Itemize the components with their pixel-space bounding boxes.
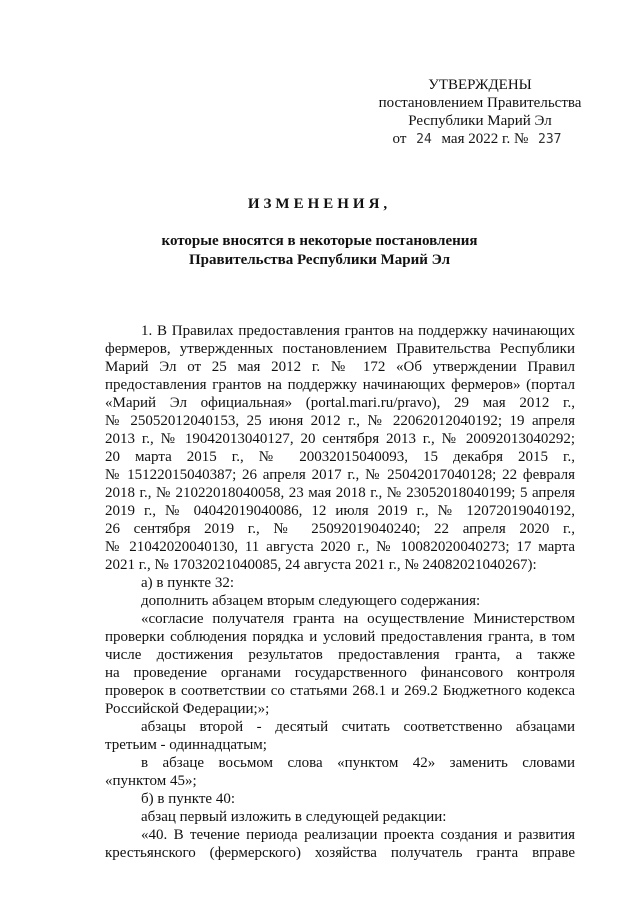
body-line: «согласие получателя гранта на осуществление Министерством <box>141 611 575 627</box>
body-line: дополнить абзацем вторым следующего содержания: <box>141 593 481 609</box>
approval-block <box>355 76 605 149</box>
body-line: «40. В течение периода реализации проекта создания и развития <box>141 827 575 843</box>
body-line: 2018 г., № 21022018040058, 23 мая 2018 г., № 23052018040199; 5 апреля <box>105 485 575 501</box>
approval-day: 24 <box>416 132 432 147</box>
body-line: абзацы второй - десятый считать соответственно абзацами <box>141 719 575 735</box>
approval-month-year: мая 2022 г. № <box>441 131 529 147</box>
body-line: б) в пункте 40: <box>141 791 235 807</box>
body-line: 2013 г., № 19042013040127, 20 сентября 2013 г., № 20092013040292; <box>105 431 575 447</box>
document-body <box>105 322 575 862</box>
approval-ot: от <box>392 131 407 147</box>
body-line: 26 сентября 2019 г., № 25092019040240; 22 апреля 2020 г., <box>105 521 575 537</box>
body-line: № 25052012040153, 25 июня 2012 г., № 22062012040192; 19 апреля <box>105 413 575 429</box>
approval-date-line <box>355 130 605 149</box>
subtitle-line-1: которые вносятся в некоторые постановления <box>161 233 478 249</box>
body-line: в абзаце восьмом слова «пунктом 42» заменить словами <box>141 755 575 771</box>
body-line: числе достижения результатов предоставления гранта, а также <box>105 647 575 663</box>
body-line: 20 марта 2015 г., № 20032015040093, 15 декабря 2015 г., <box>105 449 575 465</box>
approval-number: 237 <box>538 132 562 147</box>
body-line: 2021 г., № 17032021040085, 24 августа 2021 г., № 24082021040267): <box>105 557 537 573</box>
body-line: крестьянского (фермерского) хозяйства получатель гранта вправе <box>105 845 575 861</box>
body-line: проверки соблюдения порядка и условий предоставления гранта, в том <box>105 629 575 645</box>
approval-by: постановлением Правительства <box>378 95 582 111</box>
body-line: № 21042020040130, 11 августа 2020 г., № 10082020040273; 17 марта <box>105 539 575 555</box>
document-title: ИЗМЕНЕНИЯ, <box>247 196 392 212</box>
body-line: фермеров, утвержденных постановлением Правительства Республики <box>105 341 575 357</box>
body-line: а) в пункте 32: <box>141 575 235 591</box>
body-line: Марий Эл от 25 мая 2012 г. № 172 «Об утверждении Правил <box>105 359 575 375</box>
body-line: «пунктом 45»; <box>105 773 197 789</box>
body-line: абзац первый изложить в следующей редакции: <box>141 809 447 825</box>
body-line: 1. В Правилах предоставления грантов на поддержку начинающих <box>141 323 575 339</box>
document-subtitle <box>0 232 639 270</box>
approval-authority: Республики Марий Эл <box>408 113 552 129</box>
body-line: Российской Федерации;»; <box>105 701 270 717</box>
body-line: 2019 г., № 04042019040086, 12 июля 2019 г., № 12072019040192, <box>105 503 575 519</box>
body-line: на проведение органами государственного финансового контроля <box>105 665 575 681</box>
body-line: предоставления грантов на поддержку начинающих фермеров» (портал <box>105 377 575 393</box>
body-line: № 15122015040387; 26 апреля 2017 г., № 25042017040128; 22 февраля <box>105 467 575 483</box>
approval-heading: УТВЕРЖДЕНЫ <box>428 77 532 93</box>
subtitle-line-2: Правительства Республики Марий Эл <box>188 252 451 268</box>
body-line: проверок в соответствии со статьями 268.1 и 269.2 Бюджетного кодекса <box>105 683 575 699</box>
body-line: третьим - одиннадцатым; <box>105 737 267 753</box>
body-line: «Марий Эл официальная» (portal.mari.ru/pravo), 29 мая 2012 г., <box>105 395 575 411</box>
